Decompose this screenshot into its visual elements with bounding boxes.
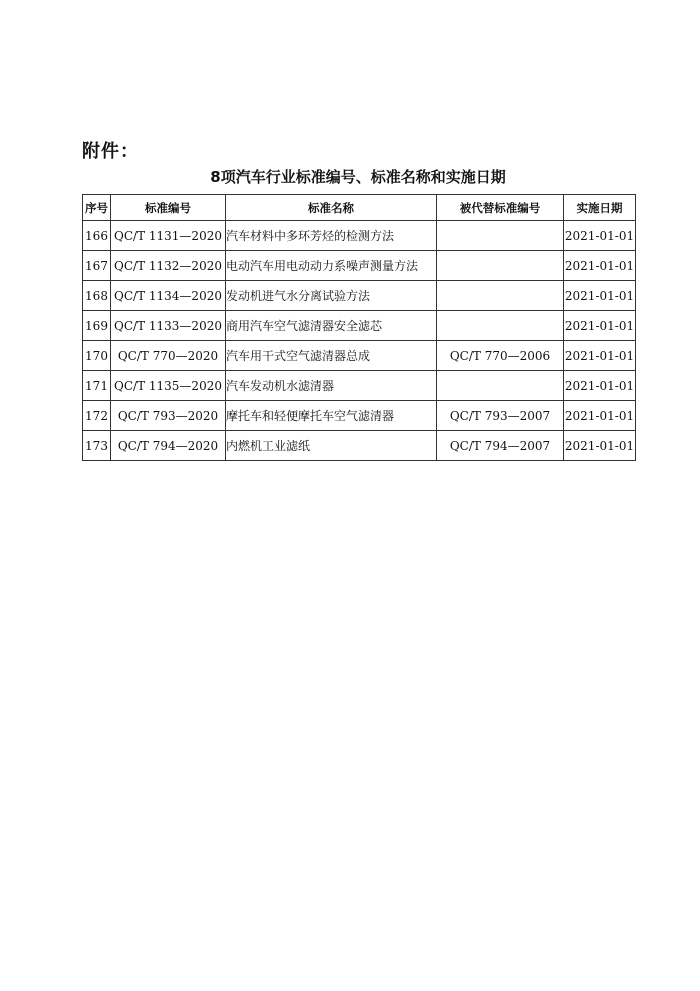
row-date: 2021-01-01 [564, 431, 636, 461]
row-date: 2021-01-01 [564, 311, 636, 341]
attachment-label: 附件： [82, 141, 139, 162]
header-name: 标准名称 [226, 195, 437, 221]
row-code: QC/T 1134—2020 [111, 281, 226, 311]
row-name: 商用汽车空气滤清器安全滤芯 [226, 311, 437, 341]
row-name: 摩托车和轻便摩托车空气滤清器 [226, 401, 437, 431]
header-replaced: 被代替标准编号 [437, 195, 564, 221]
document-title: 8项汽车行业标准编号、标准名称和实施日期 [210, 168, 506, 186]
row-code: QC/T 1132—2020 [111, 251, 226, 281]
row-name: 汽车发动机水滤清器 [226, 371, 437, 401]
row-date: 2021-01-01 [564, 371, 636, 401]
row-replaced [437, 371, 564, 401]
row-name: 电动汽车用电动动力系噪声测量方法 [226, 251, 437, 281]
header-code: 标准编号 [111, 195, 226, 221]
row-seq: 170 [83, 341, 111, 371]
row-seq: 171 [83, 371, 111, 401]
row-replaced: QC/T 794—2007 [437, 431, 564, 461]
row-code: QC/T 1135—2020 [111, 371, 226, 401]
header-seq: 序号 [83, 195, 111, 221]
row-code: QC/T 1131—2020 [111, 221, 226, 251]
row-code: QC/T 1133—2020 [111, 311, 226, 341]
row-date: 2021-01-01 [564, 341, 636, 371]
row-name: 内燃机工业滤纸 [226, 431, 437, 461]
table-header-row [83, 195, 636, 221]
row-replaced: QC/T 770—2006 [437, 341, 564, 371]
row-name: 汽车用干式空气滤清器总成 [226, 341, 437, 371]
row-seq: 168 [83, 281, 111, 311]
row-seq: 167 [83, 251, 111, 281]
table-row [83, 371, 636, 401]
table-row [83, 401, 636, 431]
row-replaced: QC/T 793—2007 [437, 401, 564, 431]
row-code: QC/T 794—2020 [111, 431, 226, 461]
row-date: 2021-01-01 [564, 221, 636, 251]
row-date: 2021-01-01 [564, 281, 636, 311]
header-date: 实施日期 [564, 195, 636, 221]
standards-table [82, 194, 636, 461]
table-row [83, 221, 636, 251]
table-row [83, 431, 636, 461]
row-name: 发动机进气水分离试验方法 [226, 281, 437, 311]
row-replaced [437, 311, 564, 341]
row-seq: 169 [83, 311, 111, 341]
row-seq: 166 [83, 221, 111, 251]
row-seq: 173 [83, 431, 111, 461]
table-row [83, 281, 636, 311]
row-date: 2021-01-01 [564, 251, 636, 281]
table-row [83, 341, 636, 371]
row-code: QC/T 770—2020 [111, 341, 226, 371]
table-row [83, 251, 636, 281]
row-replaced [437, 251, 564, 281]
row-seq: 172 [83, 401, 111, 431]
row-date: 2021-01-01 [564, 401, 636, 431]
row-replaced [437, 221, 564, 251]
table-row [83, 311, 636, 341]
row-name: 汽车材料中多环芳烃的检测方法 [226, 221, 437, 251]
row-code: QC/T 793—2020 [111, 401, 226, 431]
row-replaced [437, 281, 564, 311]
